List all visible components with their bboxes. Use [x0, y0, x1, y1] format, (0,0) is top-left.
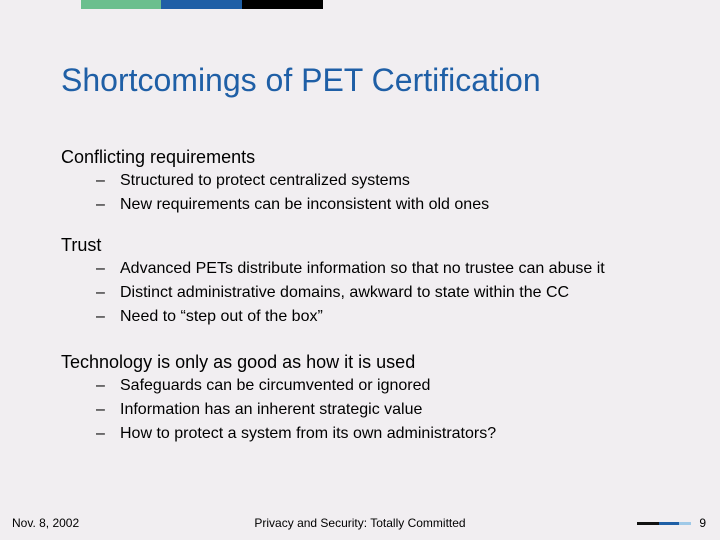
- section-heading: Conflicting requirements: [61, 147, 256, 167]
- bullet-text: Information has an inherent strategic value: [120, 401, 423, 418]
- list-item: [61, 425, 681, 442]
- footer-accent-blue: [659, 522, 679, 525]
- list-item: [61, 196, 681, 213]
- dash-marker: –: [96, 284, 105, 301]
- bullet-text: Need to “step out of the box”: [120, 308, 323, 325]
- list-item: [61, 172, 681, 189]
- list-item: [61, 377, 681, 394]
- list-item: [61, 260, 681, 277]
- slide-title: Shortcomings of PET Certification: [61, 62, 541, 98]
- footer-date: Nov. 8, 2002: [12, 516, 80, 530]
- bullet-list: [61, 260, 681, 325]
- section-heading: Trust: [61, 235, 102, 255]
- list-item: [61, 401, 681, 418]
- top-accent-bar-black: [242, 0, 323, 9]
- page-number: 9: [699, 516, 706, 530]
- top-accent-bar-blue: [161, 0, 242, 9]
- dash-marker: –: [96, 308, 105, 325]
- section-technology: [61, 350, 681, 442]
- bullet-text: New requirements can be inconsistent with old ones: [120, 196, 490, 213]
- list-item: [61, 284, 681, 301]
- dash-marker: –: [96, 425, 105, 442]
- footer-accent-light: [679, 522, 691, 525]
- list-item: [61, 308, 681, 325]
- bullet-list: [61, 377, 681, 442]
- bullet-text: How to protect a system from its own administrators?: [120, 425, 497, 442]
- dash-marker: –: [96, 172, 105, 189]
- bullet-text: Structured to protect centralized systems: [120, 172, 410, 189]
- bullet-text: Distinct administrative domains, awkward to state within the CC: [120, 284, 570, 301]
- bullet-text: Safeguards can be circumvented or ignored: [120, 377, 431, 394]
- section-heading: Technology is only as good as how it is used: [61, 352, 416, 372]
- section-trust: [61, 233, 681, 325]
- dash-marker: –: [96, 260, 105, 277]
- dash-marker: –: [96, 196, 105, 213]
- section-conflicting-requirements: [61, 145, 681, 213]
- footer-accent-black: [637, 522, 659, 525]
- dash-marker: –: [96, 377, 105, 394]
- top-accent-bar-green: [81, 0, 161, 9]
- bullet-list: [61, 172, 681, 213]
- bullet-text: Advanced PETs distribute information so that no trustee can abuse it: [120, 260, 605, 277]
- dash-marker: –: [96, 401, 105, 418]
- slide-body: [61, 145, 681, 449]
- footer-title: Privacy and Security: Totally Committed: [254, 516, 466, 530]
